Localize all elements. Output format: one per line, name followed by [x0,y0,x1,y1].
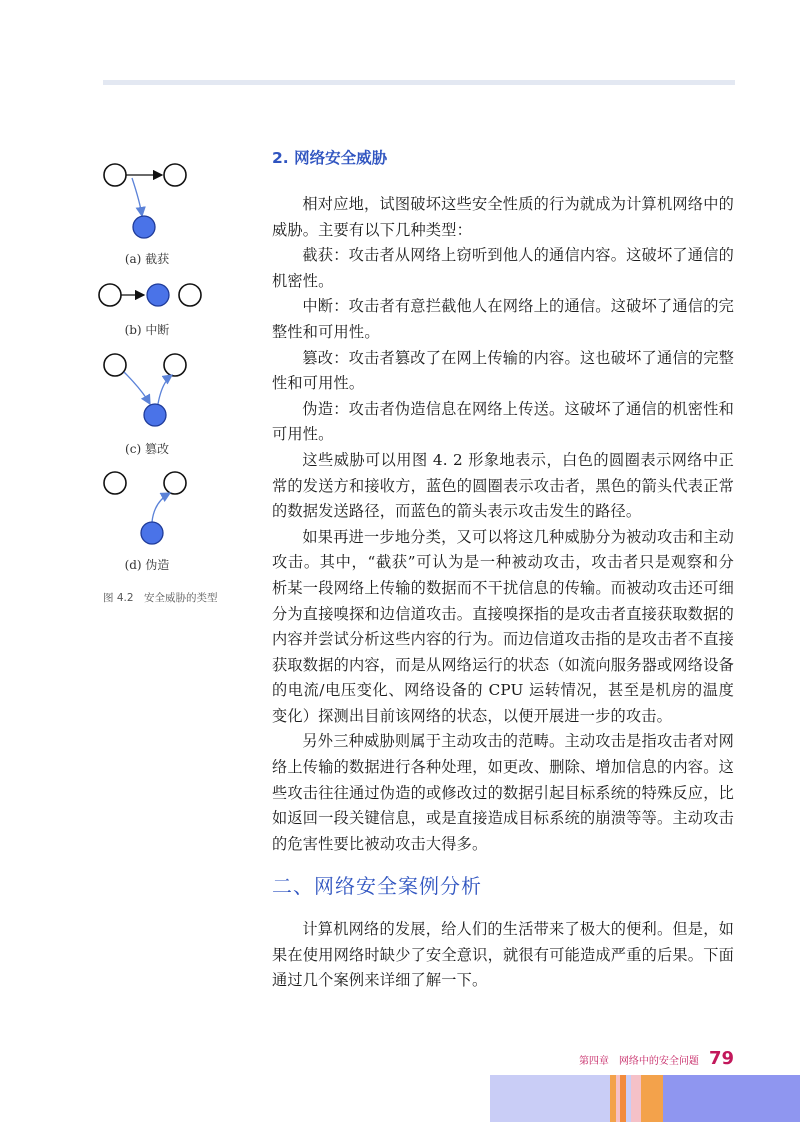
paragraph: 截获：攻击者从网络上窃听到他人的通信内容。这破坏了通信的机密性。 [272,246,734,290]
sender-node [104,472,126,494]
receiver-node [164,164,186,186]
paragraph: 伪造：攻击者伪造信息在网络上传送。这破坏了通信的机密性和可用性。 [272,399,734,444]
diagram-fabrication [104,472,186,544]
attack-path-arrow-in [124,372,150,404]
sender-node [104,354,126,376]
attacker-node [147,284,169,306]
paragraph: 计算机网络的发展，给人们的生活带来了极大的便利。但是，如果在使用网络时缺少了安全意识，就很有可能造成严重的后果。下面通过几个案例来详细了解一下。 [272,920,734,990]
page-footer [579,1048,734,1069]
sender-node [104,164,126,186]
chapter-heading: 二、网络安全案例分析 [272,874,482,898]
section-heading: 2. 网络安全威胁 [272,149,388,167]
receiver-node [164,472,186,494]
attack-path-arrow-out [158,375,172,404]
paragraph: 篡改：攻击者篡改了在网上传输的内容。这也破坏了通信的完整性和可用性。 [272,348,734,393]
figure-threat-types [92,150,242,610]
footer-chapter-title: 第四章 网络中的安全问题 [578,1056,699,1067]
subcaption-b: (b) 中断 [124,323,170,337]
header-rule [103,80,735,85]
paragraph: 如果再进一步地分类，又可以将这几种威胁分为被动攻击和主动攻击。其中，“截获”可认为是一种被动攻击，攻击者只是观察和分析某一段网络上传输的数据而不干扰信息的传输。而被动攻击还可细分为直接嗅探和边信道攻击。直接嗅探指的是攻击者直接获取数据的内容并尝试分析这些内容的行为。而边信道攻击指的是攻击者不直接获取数据的内容，而是从网络运行的状态（如流向服务器或网络设备的电流/电压变化、网络设备的 CPU 运转情况，甚至是机房的温度变化）探测出目前该网络的状态，以便开展进一步的攻击。 [272,527,734,725]
sender-node [99,284,121,306]
body-text-section-cases [272,917,734,994]
attacker-node [144,404,166,426]
body-text-section-threats [272,192,734,857]
subcaption-c: (c) 篡改 [125,442,169,456]
paragraph: 另外三种威胁则属于主动攻击的范畴。主动攻击是指攻击者对网络上传输的数据进行各种处理，如更改、删除、增加信息的内容。这些攻击往往通过伪造的或修改过的数据引起目标系统的特殊反应，比如返回一段关键信息，或是直接造成目标系统的崩溃等等。主动攻击的危害性要比被动攻击大得多。 [272,732,734,853]
attacker-node [141,522,163,544]
subcaption-a: (a) 截获 [124,252,170,266]
diagram-interception [104,164,186,238]
attacker-node [133,216,155,238]
receiver-node [179,284,201,306]
subcaption-d: (d) 伪造 [124,558,170,572]
page-number: 79 [708,1048,734,1069]
paragraph: 相对应地，试图破坏这些安全性质的行为就成为计算机网络中的威胁。主要有以下几种类型： [272,195,734,239]
paragraph: 这些威胁可以用图 4. 2 形象地表示，白色的圆圈表示网络中正常的发送方和接收方，蓝色的圆圈表示攻击者，黑色的箭头代表正常的数据发送路径，而蓝色的箭头表示攻击发生的路径。 [272,450,734,521]
attack-path-arrow [152,493,170,522]
diagram-modification [104,354,186,426]
attack-path-arrow [132,178,142,216]
footer-color-band [490,1075,800,1122]
paragraph: 中断：攻击者有意拦截他人在网络上的通信。这破坏了通信的完整性和可用性。 [272,297,734,341]
diagram-interruption [99,284,201,306]
figure-caption: 图 4.2 安全威胁的类型 [103,592,218,604]
threat-diagrams [92,150,242,610]
receiver-node [164,354,186,376]
